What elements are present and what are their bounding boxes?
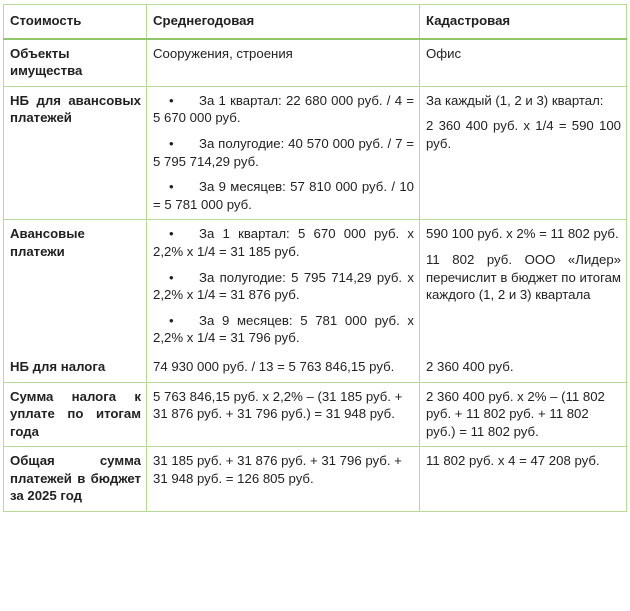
row-tax-due-cad: 2 360 400 руб. х 2% – (11 802 руб. + 11 802 руб. + 11 802 руб.) = 11 802 руб. bbox=[420, 382, 627, 447]
row-nb-advance-avg bbox=[147, 86, 420, 220]
row-nb-tax-cad: 2 360 400 руб. bbox=[420, 353, 627, 382]
row-total bbox=[4, 447, 627, 512]
row-total-avg: 31 185 руб. + 31 876 руб. + 31 796 руб. + 31 948 руб. = 126 805 руб. bbox=[147, 447, 420, 512]
row-objects-avg: Сооружения, строения bbox=[147, 39, 420, 87]
list-item: • За 1 квартал: 22 680 000 руб. / 4 = 5 670 000 руб. bbox=[153, 92, 414, 126]
advance-payments-cad-line-2: 11 802 руб. ООО «Лидер» перечислит в бюджет по итогам каждого (1, 2 и 3) квартала bbox=[426, 251, 621, 303]
bullet-icon: • bbox=[169, 179, 174, 195]
header-average-annual: Среднегодовая bbox=[147, 5, 420, 39]
row-objects-cad: Офис bbox=[420, 39, 627, 87]
row-nb-advance-cad bbox=[420, 86, 627, 220]
row-nb-advance-label: НБ для авансовых платежей bbox=[4, 86, 147, 220]
header-cost: Стоимость bbox=[4, 5, 147, 39]
tax-comparison-table bbox=[3, 4, 627, 512]
row-tax-due-avg: 5 763 846,15 руб. х 2,2% – (31 185 руб. + 31 876 руб. + 31 796 руб.) = 31 948 руб. bbox=[147, 382, 420, 447]
advance-payments-list bbox=[153, 225, 414, 347]
row-advance-payments-cad bbox=[420, 220, 627, 353]
row-nb-tax-avg: 74 930 000 руб. / 13 = 5 763 846,15 руб. bbox=[147, 353, 420, 382]
row-objects bbox=[4, 39, 627, 87]
bullet-icon: • bbox=[169, 92, 174, 108]
row-advance-payments bbox=[4, 220, 627, 353]
nb-advance-list bbox=[153, 92, 414, 214]
header-cadastral: Кадастровая bbox=[420, 5, 627, 39]
nb-advance-cad-line-2: 2 360 400 руб. х 1/4 = 590 100 руб. bbox=[426, 118, 621, 151]
row-nb-tax-label: НБ для налога bbox=[4, 353, 147, 382]
row-total-label: Общая сумма платежей в бюджет за 2025 год bbox=[4, 447, 147, 512]
list-item: • За полугодие: 40 570 000 руб. / 7 = 5 795 714,29 руб. bbox=[153, 135, 414, 169]
row-tax-due-label: Сумма налога к уплате по итогам года bbox=[4, 382, 147, 447]
row-nb-tax bbox=[4, 353, 627, 382]
row-objects-label: Объекты имущества bbox=[4, 39, 147, 87]
row-advance-payments-avg bbox=[147, 220, 420, 353]
list-item: • За 9 месяцев: 57 810 000 руб. / 10 = 5 781 000 руб. bbox=[153, 179, 414, 212]
list-item: • За полугодие: 5 795 714,29 руб. х 2,2% х 1/4 = 31 876 руб. bbox=[153, 269, 414, 303]
bullet-icon: • bbox=[169, 269, 174, 285]
row-advance-payments-label: Авансовые платежи bbox=[4, 220, 147, 353]
list-item: • За 9 месяцев: 5 781 000 руб. х 2,2% х 1/4 = 31 796 руб. bbox=[153, 312, 414, 346]
row-total-cad: 11 802 руб. х 4 = 47 208 руб. bbox=[420, 447, 627, 512]
advance-payments-cad-line-1: 590 100 руб. х 2% = 11 802 руб. bbox=[426, 226, 619, 242]
row-nb-advance bbox=[4, 86, 627, 220]
row-tax-due bbox=[4, 382, 627, 447]
bullet-icon: • bbox=[169, 312, 174, 328]
table-header-row bbox=[4, 5, 627, 39]
bullet-icon: • bbox=[169, 135, 174, 151]
nb-advance-cad-line-1: За каждый (1, 2 и 3) квартал: bbox=[426, 92, 604, 108]
list-item: • За 1 квартал: 5 670 000 руб. х 2,2% х 1/4 = 31 185 руб. bbox=[153, 226, 414, 259]
bullet-icon: • bbox=[169, 226, 174, 242]
